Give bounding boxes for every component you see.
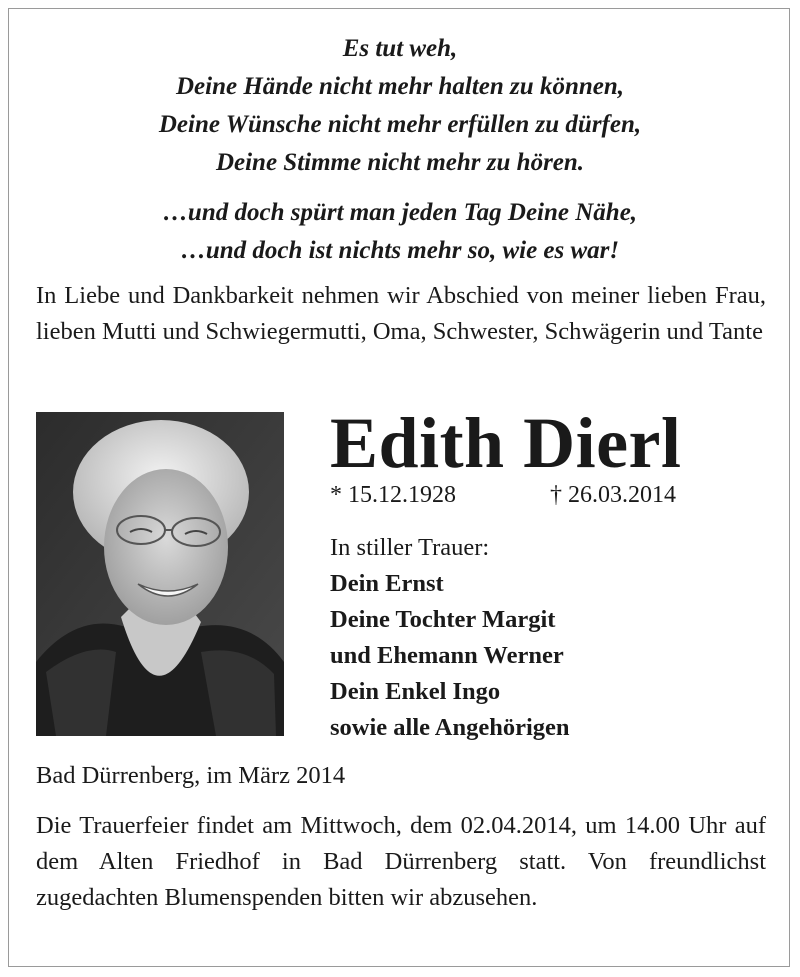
intro-text: In Liebe und Dankbarkeit nehmen wir Abschied von meiner lieben Frau, lieben Mutti und Schwiegermutti, Oma, Schwester, Schwägerin und Tante xyxy=(36,282,766,345)
portrait-image xyxy=(36,412,284,736)
life-dates xyxy=(330,478,710,512)
poem xyxy=(0,30,800,270)
mourners-heading: In stiller Trauer: xyxy=(330,534,490,561)
mourner-name: Deine Tochter Margit xyxy=(330,606,556,633)
death-date: † 26.03.2014 xyxy=(550,482,676,508)
poem-line: Deine Hände nicht mehr halten zu können, xyxy=(176,73,624,100)
mourner-name: Dein Enkel Ingo xyxy=(330,678,501,705)
poem-line: Deine Wünsche nicht mehr erfüllen zu dürfen, xyxy=(158,111,642,138)
place-date: Bad Dürrenberg, im März 2014 xyxy=(36,762,346,789)
poem-closing-line: …und doch ist nichts mehr so, wie es war! xyxy=(180,237,620,264)
mourner-name: Dein Ernst xyxy=(330,570,444,597)
portrait-photo xyxy=(36,412,284,736)
funeral-service-text: Die Trauerfeier findet am Mittwoch, dem 02.04.2014, um 14.00 Uhr auf dem Alten Friedhof in Bad Dürrenberg statt. Von freundlichst zugedachten Blumenspenden bitten wir abzusehen. xyxy=(36,812,766,911)
poem-line: Es tut weh, xyxy=(342,35,458,62)
poem-line: Deine Stimme nicht mehr zu hören. xyxy=(215,149,585,176)
deceased-name: Edith Dierl xyxy=(330,403,682,483)
poem-closing-line: …und doch spürt man jeden Tag Deine Nähe, xyxy=(162,199,638,226)
mourner-name: sowie alle Angehörigen xyxy=(330,714,570,741)
mourner-name: und Ehemann Werner xyxy=(330,642,564,669)
mourners-block xyxy=(330,530,570,746)
birth-date: * 15.12.1928 xyxy=(330,482,456,508)
